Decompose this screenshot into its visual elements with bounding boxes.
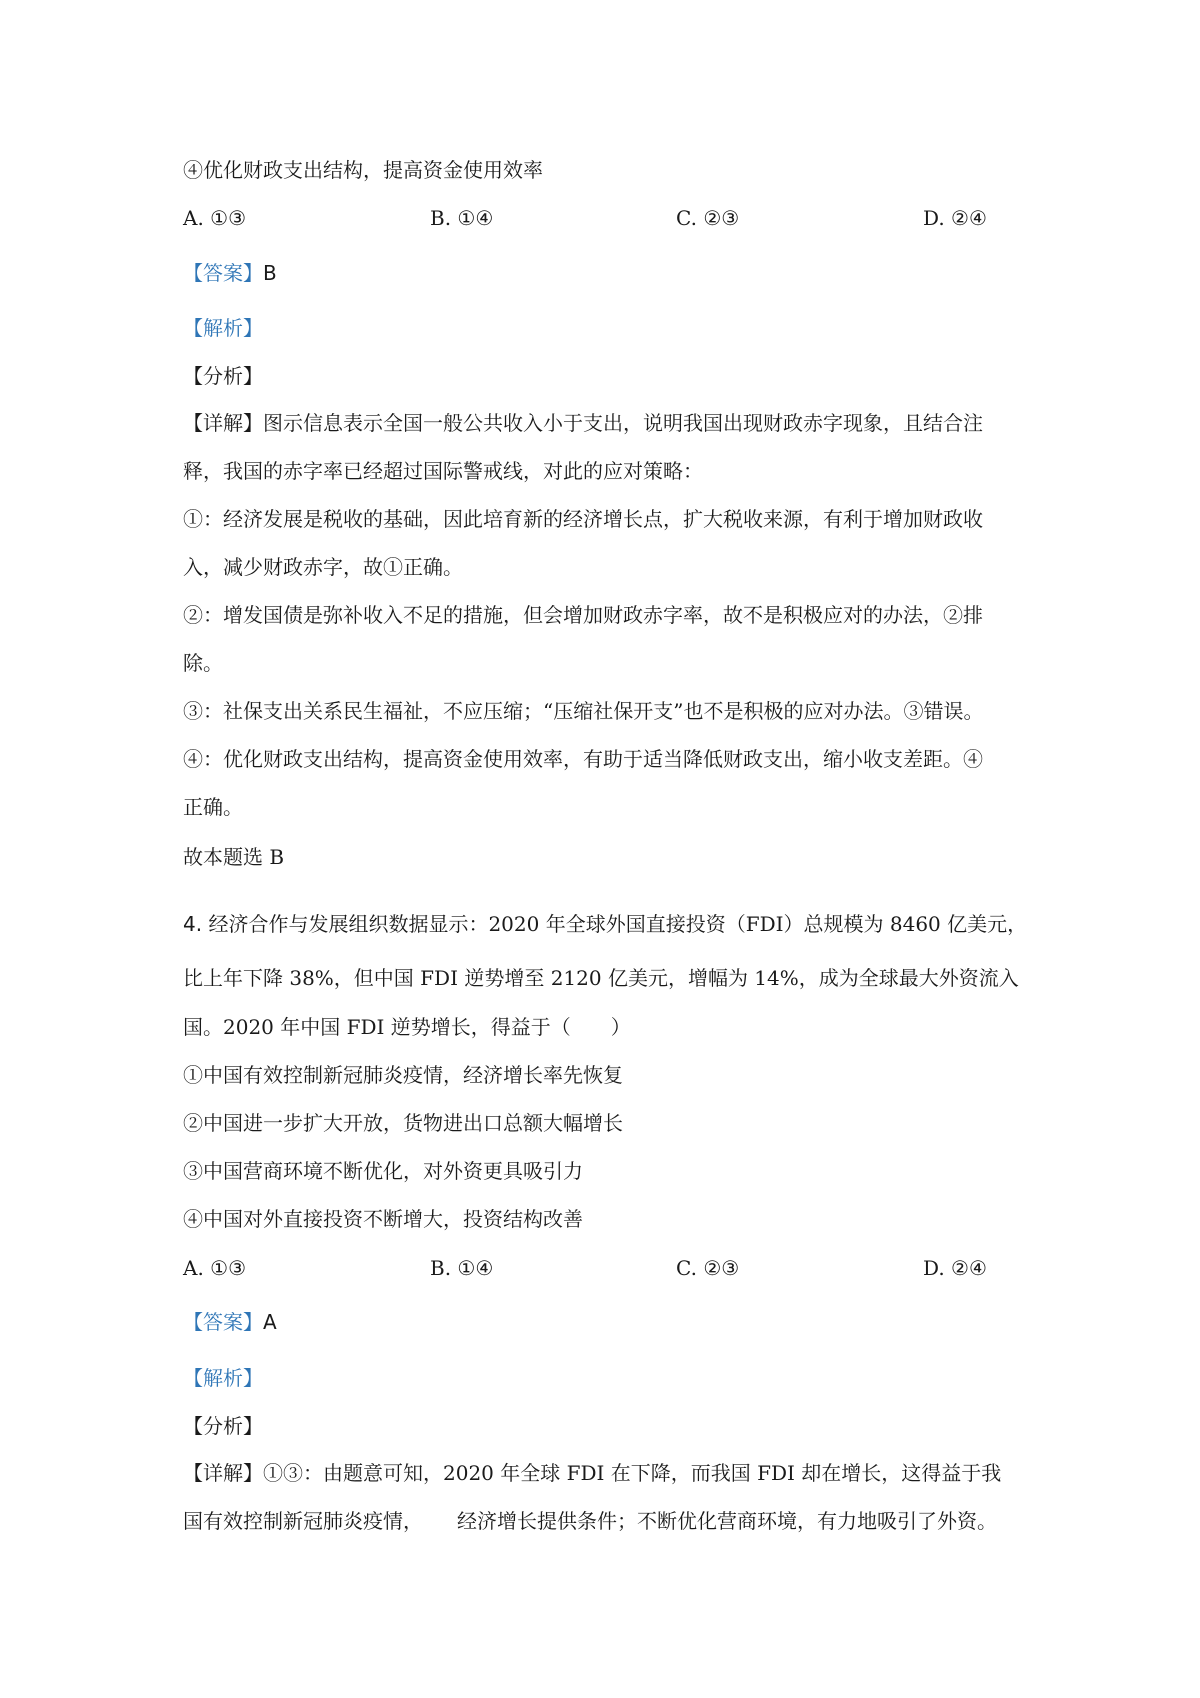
answer-tag: 【答案】 bbox=[183, 261, 263, 285]
answer-value: A bbox=[263, 1310, 277, 1334]
q3-conclusion: 故本题选 B bbox=[183, 845, 285, 869]
detail-tag: 【详解】 bbox=[183, 411, 263, 435]
q4-stem-line-1: 4. 经济合作与发展组织数据显示：2020 年全球外国直接投资（FDI）总规模为 8460 亿美元， bbox=[183, 912, 1028, 936]
q3-detail-line-9: 正确。 bbox=[183, 795, 243, 819]
q3-jiexi-tag: 【解析】 bbox=[183, 316, 263, 340]
q4-option-1: ①中国有效控制新冠肺炎疫情，经济增长率先恢复 bbox=[183, 1063, 623, 1087]
q3-option-4: ④优化财政支出结构，提高资金使用效率 bbox=[183, 158, 543, 182]
q3-detail-line-4: 入，减少财政赤字，故①正确。 bbox=[183, 555, 463, 579]
q3-choice-b: B. ①④ bbox=[430, 206, 494, 230]
q4-option-3: ③中国营商环境不断优化，对外资更具吸引力 bbox=[183, 1159, 583, 1183]
q3-detail-line-1: 【详解】图示信息表示全国一般公共收入小于支出，说明我国出现财政赤字现象，且结合注 bbox=[183, 411, 983, 435]
q4-detail-line-2: 国有效控制新冠肺炎疫情， 经济增长提供条件；不断优化营商环境，有力地吸引了外资。 bbox=[183, 1509, 997, 1533]
q4-choices bbox=[183, 1256, 1043, 1282]
q4-stem-line-2: 比上年下降 38%，但中国 FDI 逆势增至 2120 亿美元，增幅为 14%，成为全球最大外资流入 bbox=[183, 966, 1019, 990]
q4-answer bbox=[183, 1310, 1022, 1334]
q3-choices bbox=[183, 206, 1043, 232]
q4-option-4: ④中国对外直接投资不断增大，投资结构改善 bbox=[183, 1207, 583, 1231]
q4-fenxi-tag: 【分析】 bbox=[183, 1414, 263, 1438]
q4-choice-b: B. ①④ bbox=[430, 1256, 494, 1280]
q4-option-2: ②中国进一步扩大开放，货物进出口总额大幅增长 bbox=[183, 1111, 623, 1135]
q4-jiexi-tag: 【解析】 bbox=[183, 1366, 263, 1390]
q3-detail-line-3: ①：经济发展是税收的基础，因此培育新的经济增长点，扩大税收来源，有利于增加财政收 bbox=[183, 507, 983, 531]
q3-detail-line-8: ④：优化财政支出结构，提高资金使用效率，有助于适当降低财政支出，缩小收支差距。④ bbox=[183, 747, 983, 771]
q3-answer bbox=[183, 261, 1022, 285]
q3-detail-line-5: ②：增发国债是弥补收入不足的措施，但会增加财政赤字率，故不是积极应对的办法，②排 bbox=[183, 603, 983, 627]
answer-value: B bbox=[263, 261, 277, 285]
q4-stem-line-3: 国。2020 年中国 FDI 逆势增长，得益于（ ） bbox=[183, 1015, 631, 1039]
answer-tag: 【答案】 bbox=[183, 1310, 263, 1334]
detail-tag: 【详解】 bbox=[183, 1461, 263, 1485]
q3-detail-line-7: ③：社保支出关系民生福祉，不应压缩；“压缩社保开支”也不是积极的应对办法。③错误。 bbox=[183, 699, 984, 723]
q3-fenxi-tag: 【分析】 bbox=[183, 364, 263, 388]
q3-choice-d: D. ②④ bbox=[923, 206, 987, 230]
q4-choice-a: A. ①③ bbox=[183, 1256, 247, 1280]
q4-choice-c: C. ②③ bbox=[676, 1256, 740, 1280]
q4-detail-line-1: 【详解】①③：由题意可知，2020 年全球 FDI 在下降，而我国 FDI 却在增长，这得益于我 bbox=[183, 1461, 1002, 1485]
q3-detail-line-6: 除。 bbox=[183, 651, 223, 675]
q3-choice-c: C. ②③ bbox=[676, 206, 740, 230]
q3-detail-line-2: 释，我国的赤字率已经超过国际警戒线，对此的应对策略： bbox=[183, 459, 703, 483]
q4-choice-d: D. ②④ bbox=[923, 1256, 987, 1280]
q4-number: 4. bbox=[183, 912, 203, 936]
q3-choice-a: A. ①③ bbox=[183, 206, 247, 230]
